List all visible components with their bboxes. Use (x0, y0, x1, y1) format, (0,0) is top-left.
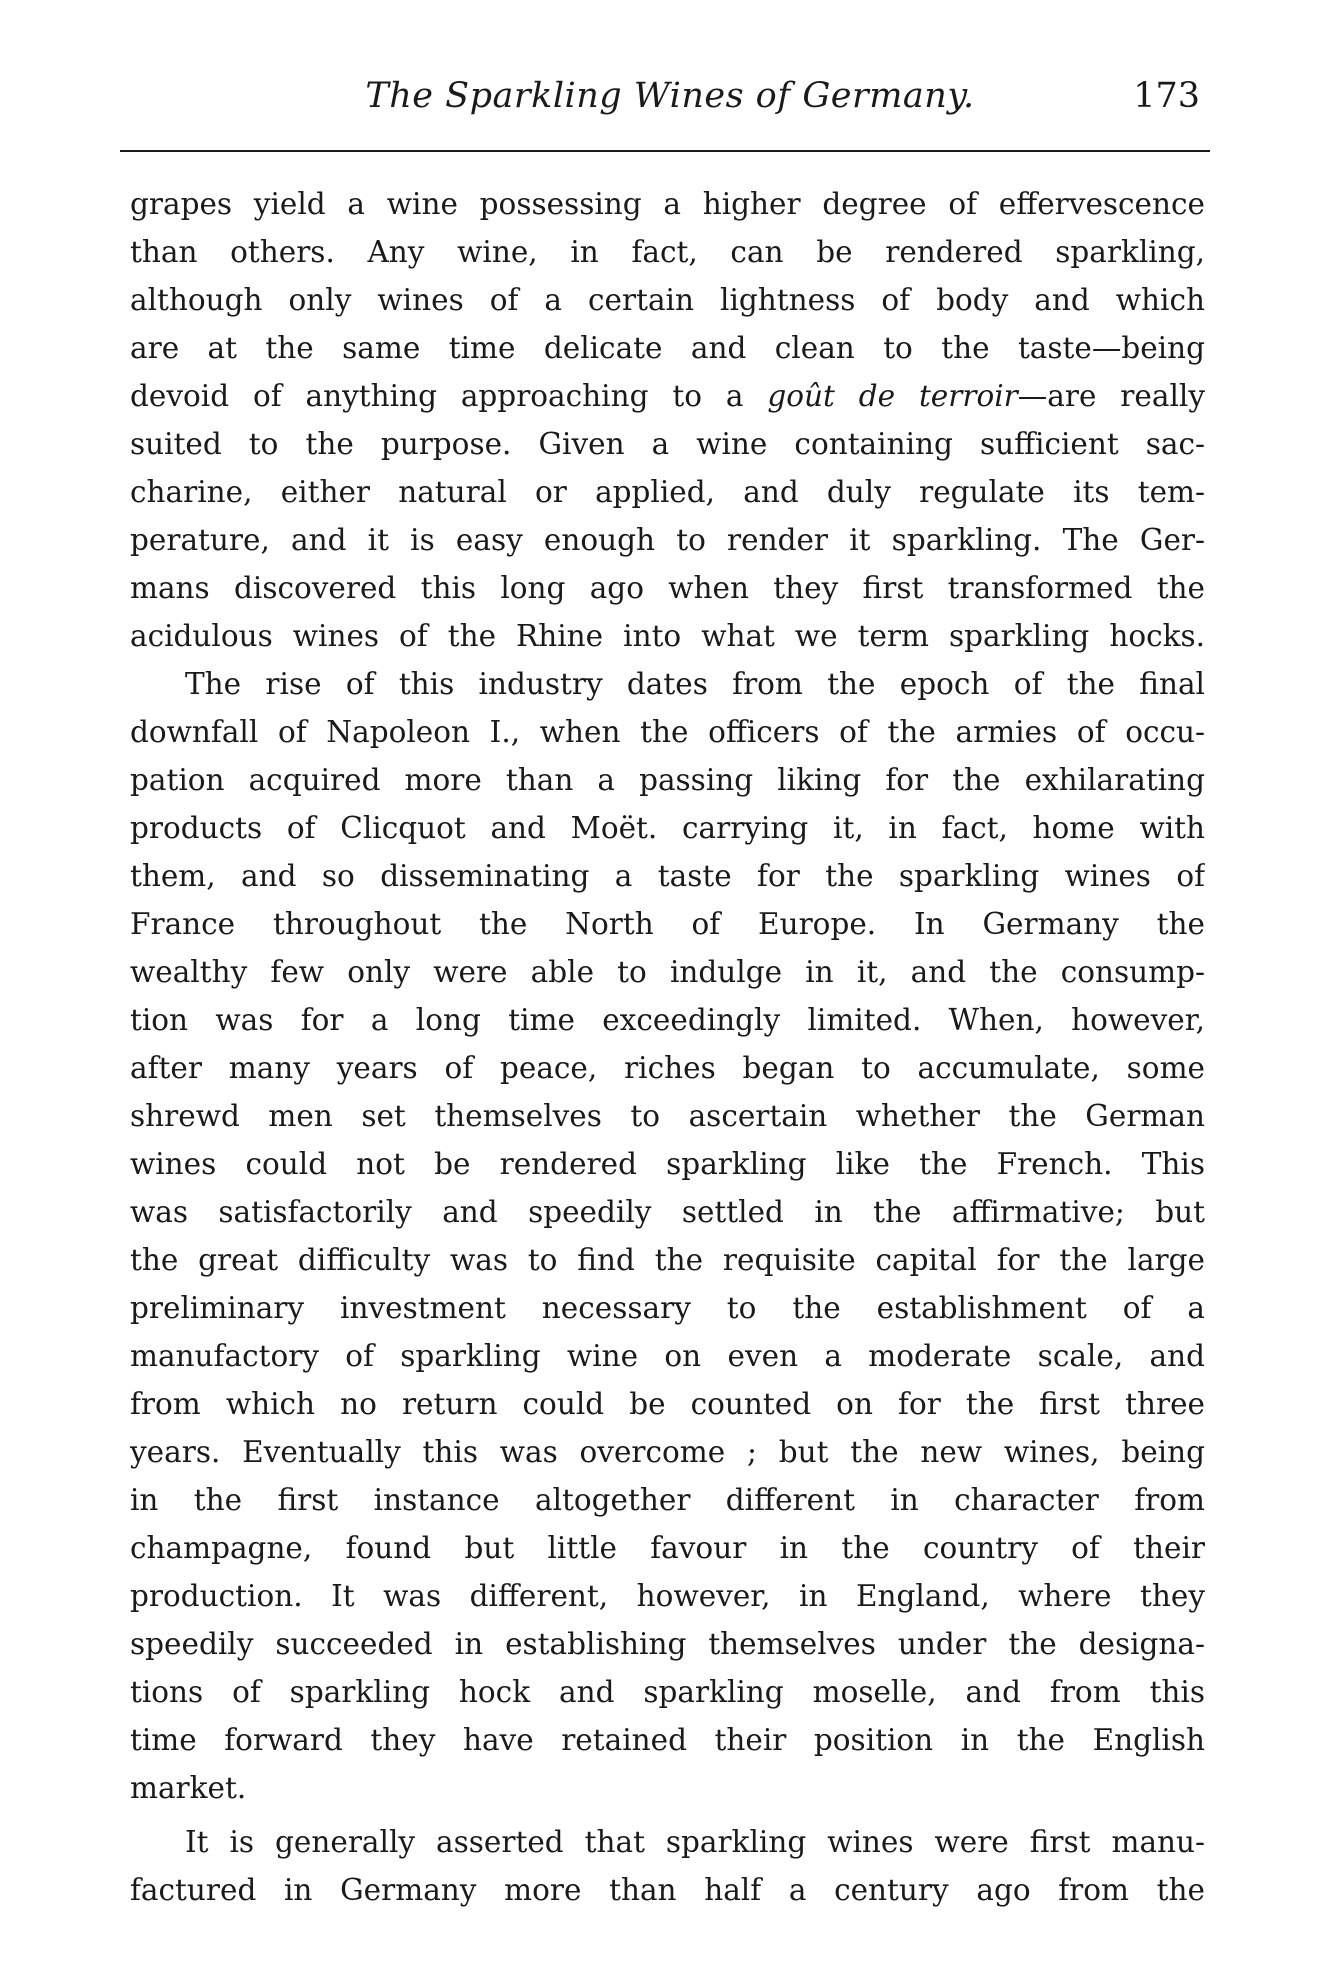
body-text (130, 180, 1205, 1914)
text-line: perature, and it is easy enough to render it sparkling. The Ger- (130, 523, 1205, 557)
text-line: time forward they have retained their position in the English (130, 1723, 1205, 1757)
text-line: downfall of Napoleon I., when the officers of the armies of occu- (130, 715, 1205, 749)
text-line: shrewd men set themselves to ascertain whether the German (130, 1099, 1205, 1133)
paragraph-3 (130, 1818, 1205, 1914)
text-line: in the first instance altogether different in character from (130, 1483, 1205, 1517)
header-rule (120, 150, 1210, 152)
text-line: manufactory of sparkling wine on even a moderate scale, and (130, 1339, 1205, 1373)
paragraph-1 (130, 180, 1205, 660)
text-line: tion was for a long time exceedingly limited. When, however, (130, 1003, 1205, 1037)
text-line: acidulous wines of the Rhine into what we term sparkling hocks. (130, 619, 1205, 653)
text-line: France throughout the North of Europe. In Germany the (130, 907, 1205, 941)
page-number: 173 (1133, 76, 1200, 116)
text-line: from which no return could be counted on for the first three (130, 1387, 1205, 1421)
text-line: although only wines of a certain lightness of body and which (130, 283, 1205, 317)
text-line: The rise of this industry dates from the epoch of the final (185, 667, 1205, 701)
text-line: tions of sparkling hock and sparkling moselle, and from this (130, 1675, 1205, 1709)
text-line: market. (130, 1771, 247, 1805)
text-line: factured in Germany more than half a century ago from the (130, 1873, 1205, 1907)
text-line: products of Clicquot and Moët. carrying it, in fact, home with (130, 811, 1205, 845)
text-line: them, and so disseminating a taste for the sparkling wines of (130, 859, 1205, 893)
text-line: pation acquired more than a passing liking for the exhilarating (130, 763, 1205, 797)
text-line: the great difficulty was to find the requisite capital for the large (130, 1243, 1205, 1277)
text-line: grapes yield a wine possessing a higher degree of effervescence (130, 187, 1205, 221)
text-line: speedily succeeded in establishing themselves under the designa- (130, 1627, 1205, 1661)
text-line: after many years of peace, riches began to accumulate, some (130, 1051, 1205, 1085)
text-line: production. It was different, however, in England, where they (130, 1579, 1205, 1613)
text-line: are at the same time delicate and clean to the taste—being (130, 331, 1205, 365)
text-line: years. Eventually this was overcome ; but the new wines, being (130, 1435, 1205, 1469)
text-line: It is generally asserted that sparkling wines were first manu- (185, 1825, 1205, 1859)
text-line: champagne, found but little favour in the country of their (130, 1531, 1205, 1565)
text-line: than others. Any wine, in fact, can be rendered sparkling, (130, 235, 1205, 269)
text-line: suited to the purpose. Given a wine containing sufficient sac- (130, 427, 1205, 461)
text-line: wines could not be rendered sparkling like the French. This (130, 1147, 1205, 1181)
text-line: devoid of anything approaching to a goût de terroir—are really (130, 379, 1205, 413)
text-line: preliminary investment necessary to the establishment of a (130, 1291, 1205, 1325)
text-line: was satisfactorily and speedily settled in the affirmative; but (130, 1195, 1205, 1229)
running-head (120, 68, 1220, 128)
paragraph-2 (130, 660, 1205, 1812)
foreign-phrase: goût de terroir (767, 379, 1018, 413)
text-line: charine, either natural or applied, and duly regulate its tem- (130, 475, 1205, 509)
running-title: The Sparkling Wines of Germany. (365, 76, 975, 116)
text-line: mans discovered this long ago when they first transformed the (130, 571, 1205, 605)
text-line: wealthy few only were able to indulge in it, and the consump- (130, 955, 1205, 989)
